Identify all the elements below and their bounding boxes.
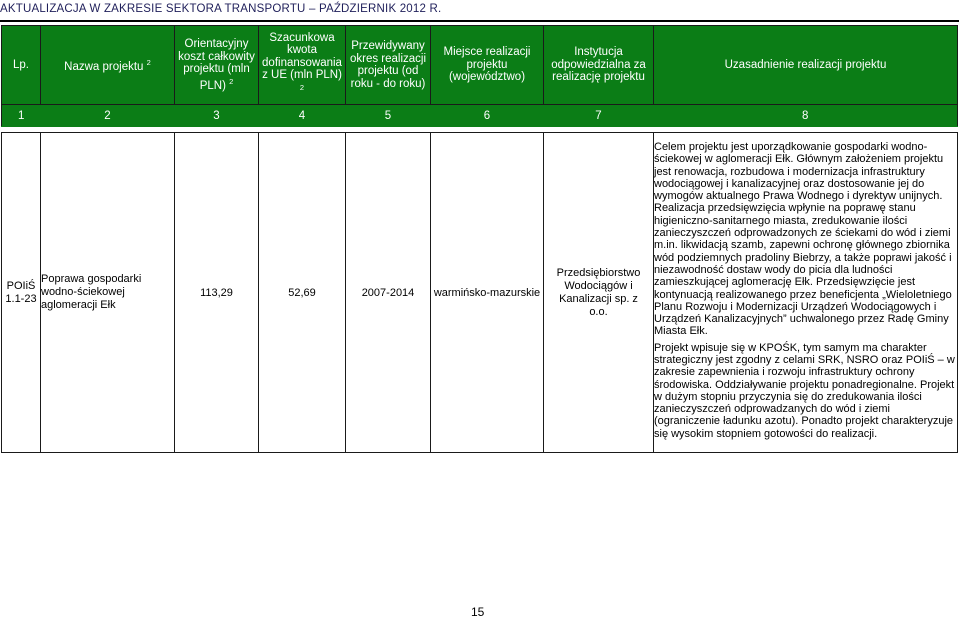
justification-paragraph: Projekt wpisuje się w KPOŚK, tym samym ma charakter strategiczny jest zgodny z celami SRK, NSRO oraz POIiŚ – w zakresie zapewnienia i rozwoju infrastruktury ochrony środowiska. Oddziaływanie projektu ponadregionalne. Projekt w dużym stopniu przyczynia się do zredukowania ilości zanieczyszczeń odprowadzanych do wód i ziemi (ograniczenie ładunku azotu). Ponadto projekt charakteryzuje się wysokim stopniem gotowości do realizacji. <box>654 341 955 440</box>
col-header-name: Nazwa projektu $^2$ <box>41 26 175 105</box>
cell-project-name: Poprawa gospodarki wodno-ściekowej aglomeracji Ełk <box>41 133 175 453</box>
cell-period: 2007-2014 <box>346 133 431 453</box>
document-header <box>0 0 959 19</box>
cell-lp: POIiŚ 1.1-23 <box>2 133 41 453</box>
col-header-institution: Instytucja odpowiedzialna za realizację projektu <box>544 26 654 105</box>
project-table <box>1 25 958 453</box>
cell-institution: Przedsiębiorstwo Wodociągów i Kanalizacji sp. z o.o. <box>544 133 654 453</box>
col-header-lp: Lp. <box>2 26 41 105</box>
table-header-row <box>2 26 958 105</box>
cell-location: warmińsko-mazurskie <box>431 133 544 453</box>
column-number: 2 <box>41 105 175 127</box>
cell-justification <box>654 133 958 453</box>
column-number: 7 <box>544 105 654 127</box>
col-header-location: Miejsce realizacji projektu (województwo) <box>431 26 544 105</box>
header-rule <box>0 20 959 22</box>
column-number: 4 <box>259 105 346 127</box>
column-number: 1 <box>2 105 41 127</box>
justification-paragraph: Celem projektu jest uporządkowanie gospodarki wodno-ściekowej w aglomeracji Ełk. Głównym założeniem projektu jest renowacja, rozbudowa i modernizacja infrastruktury wodociągowej i kanalizacyjnej oraz dostosowanie jej do wymogów aktualnego Prawa Wodnego i dyrektyw unijnych. Realizacja przedsięwzięcia wpłynie na poprawę stanu higieniczno-sanitarnego miasta, zredukowanie ilości zanieczyszczeń odprowadzonych ze ściekami do wód i ziemi m.in. likwidacją szamb, zapewni ochronę głównego zbiornika wód podziemnych pradoliny Biebrzy, a także poprawi jakość i niezawodność dostaw wody do picia dla ludności zamieszkującej aglomerację Ełk. Przedsięwzięcie jest kontynuacją realizowanego przez beneficjenta „Wieloletniego Planu Rozwoju i Modernizacji Urządzeń Wodociągowych i Urządzeń Kanalizacyjnych” uchwalonego przez Radę Gminy Miasta Ełk. <box>654 140 952 338</box>
cell-eu-amount: 52,69 <box>259 133 346 453</box>
column-number: 6 <box>431 105 544 127</box>
col-header-cost: Orientacyjny koszt całkowity projektu (mln PLN) $^2$ <box>175 26 259 105</box>
page-number: 15 <box>471 605 485 619</box>
column-number-row <box>2 105 958 127</box>
col-header-justification: Uzasadnienie realizacji projektu <box>654 26 958 105</box>
col-header-period: Przewidywany okres realizacji projektu (od roku - do roku) <box>346 26 431 105</box>
column-number: 5 <box>346 105 431 127</box>
cell-cost: 113,29 <box>175 133 259 453</box>
col-header-eu-amount: Szacunkowa kwota dofinansowania z UE (mln PLN) $^2$ <box>259 26 346 105</box>
column-number: 3 <box>175 105 259 127</box>
header-title: AKTUALIZACJA W ZAKRESIE SEKTORA TRANSPORTU – PAŹDZIERNIK 2012 R. <box>0 3 442 15</box>
table-row <box>2 133 958 453</box>
column-number: 8 <box>654 105 958 127</box>
